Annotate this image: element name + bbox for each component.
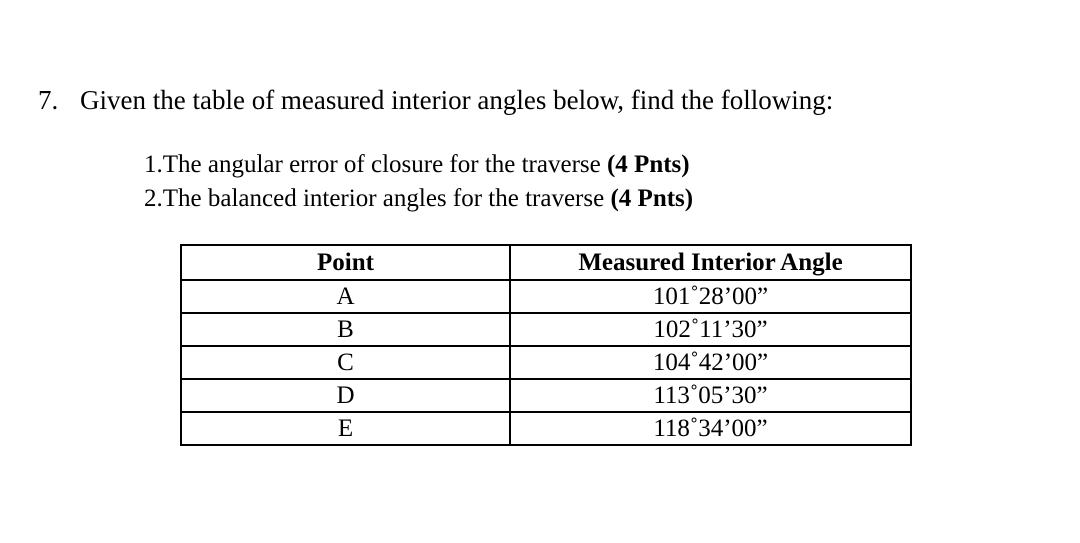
point-cell: D bbox=[181, 379, 510, 412]
table-row bbox=[181, 412, 911, 445]
question-heading bbox=[38, 84, 833, 116]
angle-cell: 118˚34’00” bbox=[510, 412, 911, 445]
question-number: 7. bbox=[38, 85, 59, 115]
task-points: (4 Pnts) bbox=[610, 185, 694, 212]
task-text: 1.The angular error of closure for the traverse bbox=[144, 151, 607, 178]
angle-cell: 113˚05’30” bbox=[510, 379, 911, 412]
task-list bbox=[144, 148, 693, 216]
angle-cell: 101˚28’00” bbox=[510, 280, 911, 313]
table-row bbox=[181, 280, 911, 313]
table-row bbox=[181, 313, 911, 346]
task-item bbox=[144, 148, 693, 182]
task-points: (4 Pnts) bbox=[606, 151, 690, 178]
table-row bbox=[181, 346, 911, 379]
point-cell: E bbox=[181, 412, 510, 445]
table-header-row bbox=[181, 245, 911, 280]
point-cell: A bbox=[181, 280, 510, 313]
table-row bbox=[181, 379, 911, 412]
column-header-angle: Measured Interior Angle bbox=[510, 245, 911, 280]
task-text: 2.The balanced interior angles for the traverse bbox=[144, 185, 611, 212]
angle-cell: 104˚42’00” bbox=[510, 346, 911, 379]
column-header-point: Point bbox=[181, 245, 510, 280]
angle-cell: 102˚11’30” bbox=[510, 313, 911, 346]
point-cell: C bbox=[181, 346, 510, 379]
point-cell: B bbox=[181, 313, 510, 346]
question-text: Given the table of measured interior angles below, find the following: bbox=[80, 85, 834, 115]
angles-table bbox=[180, 244, 912, 446]
task-item bbox=[144, 182, 693, 216]
